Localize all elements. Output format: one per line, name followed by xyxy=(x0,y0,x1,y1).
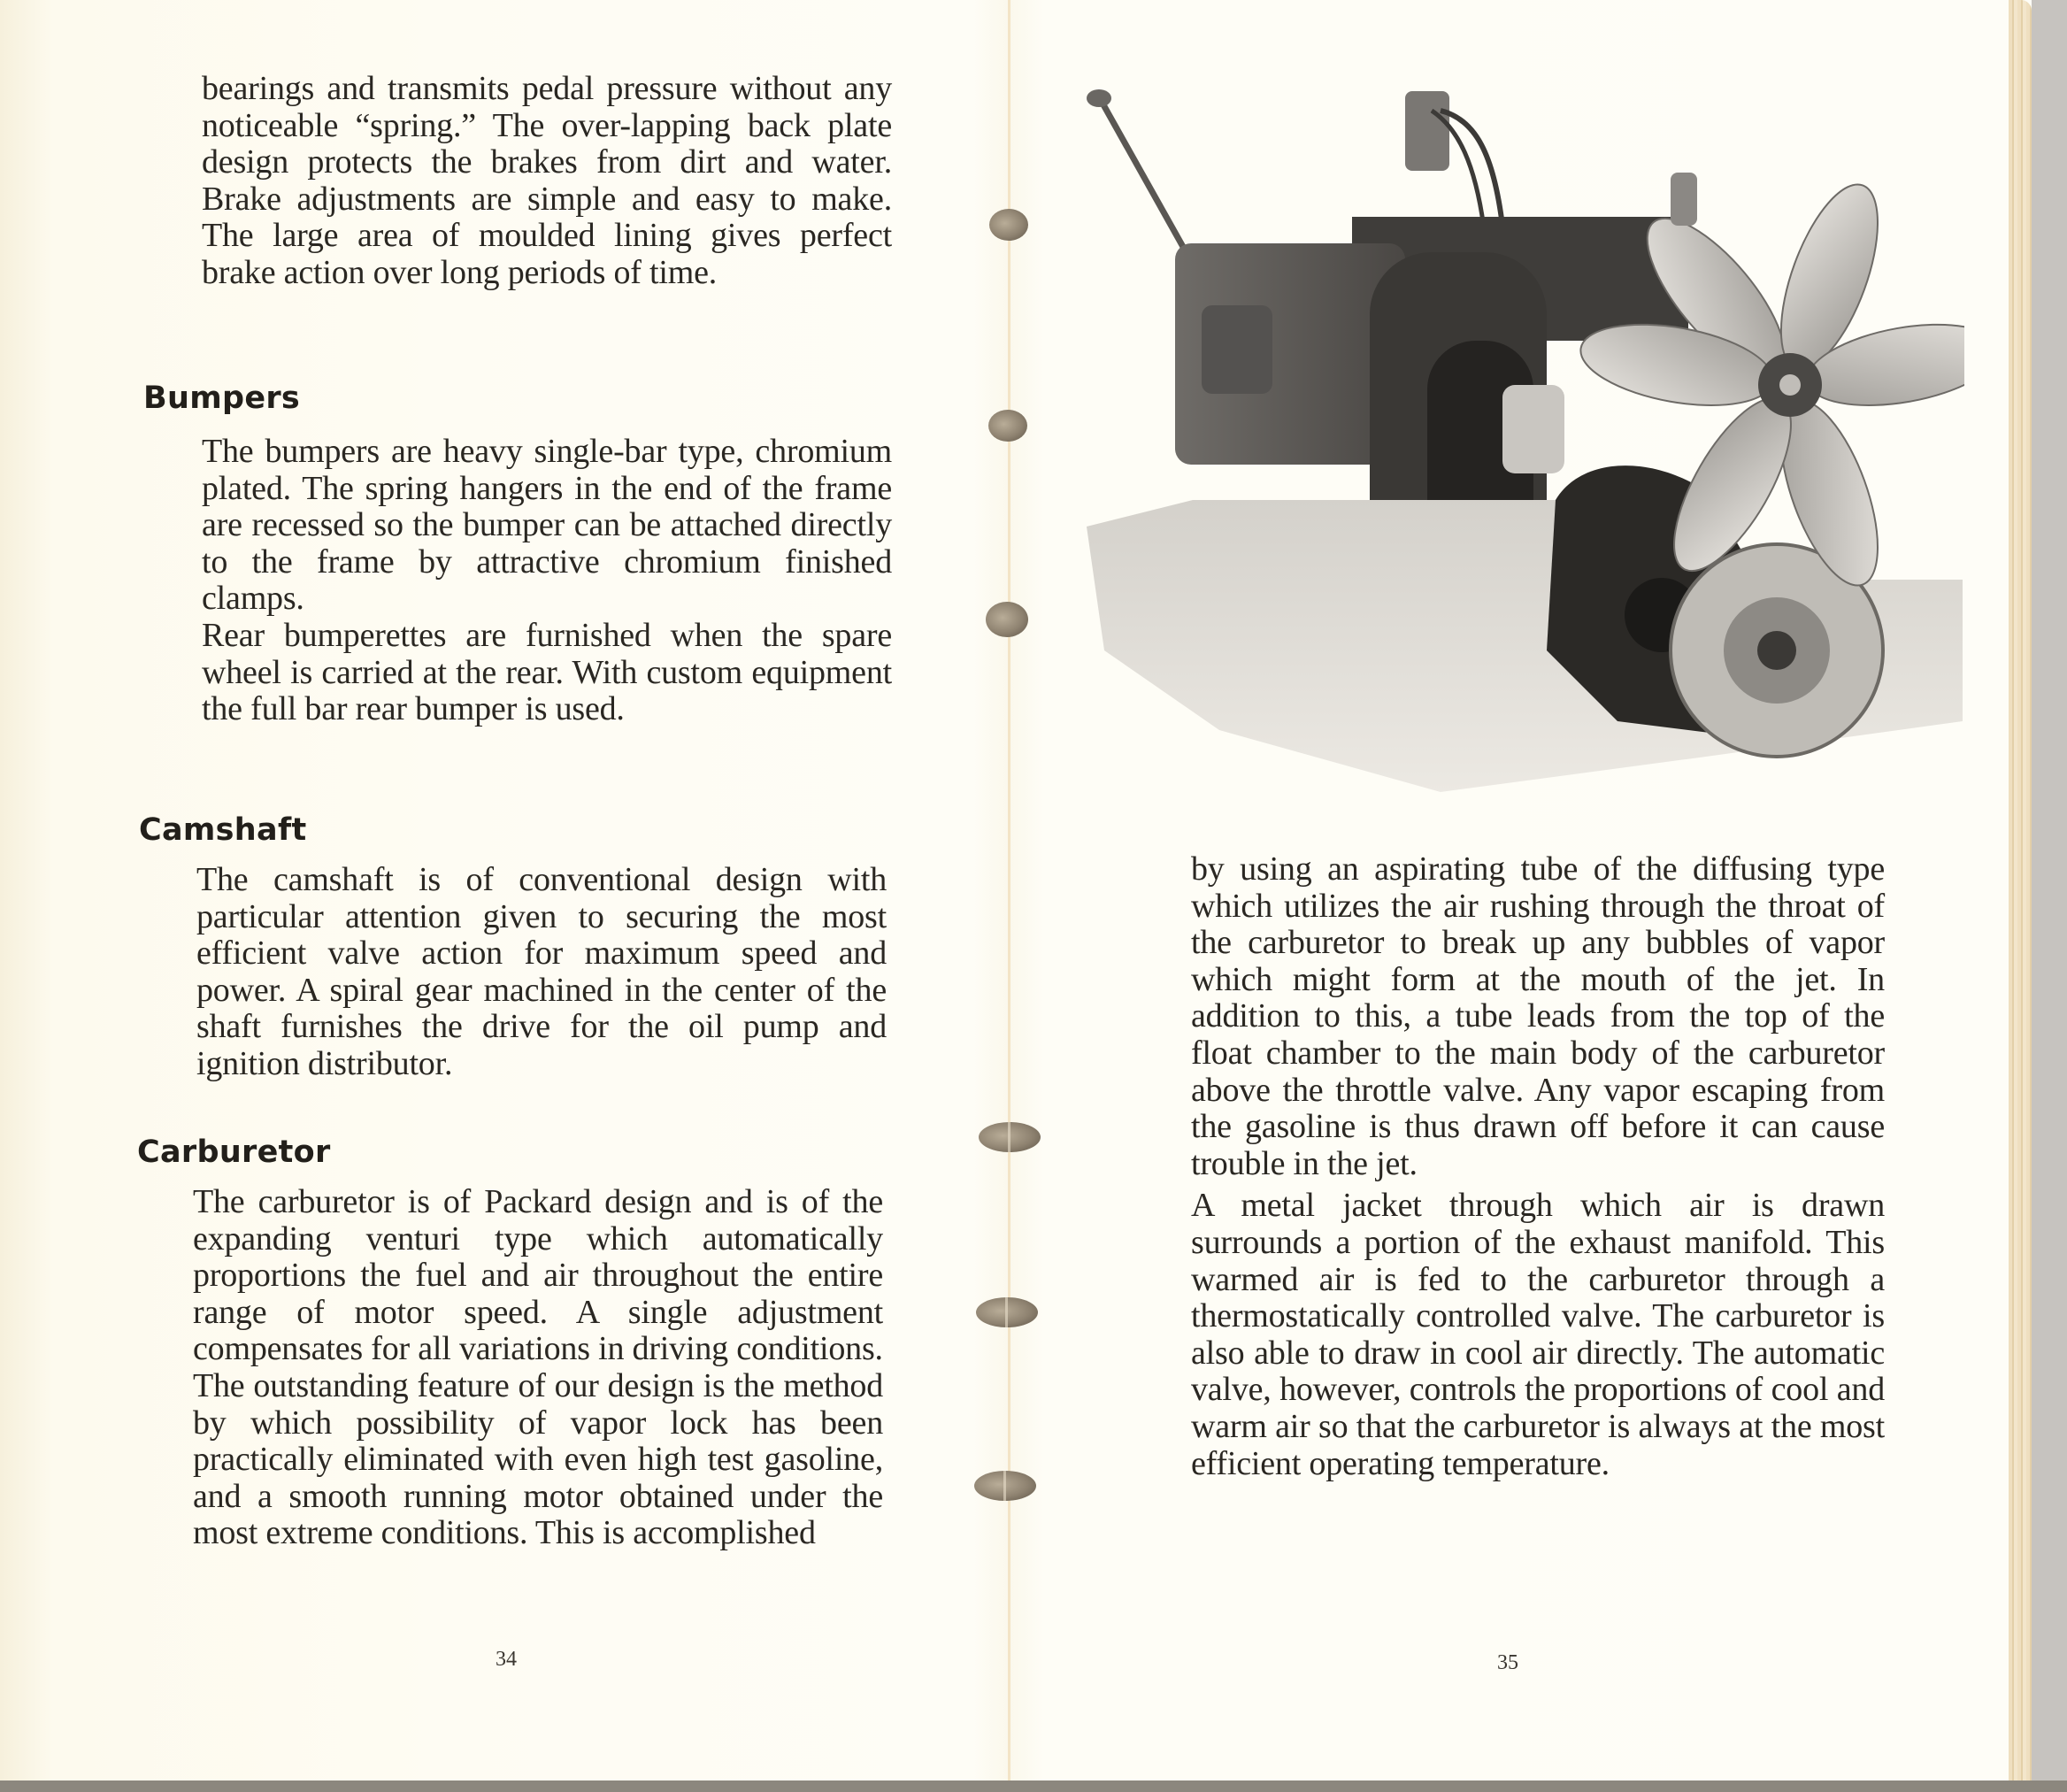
binding-hole-icon xyxy=(988,410,1027,442)
carburetor-paragraph: The carburetor is of Packard design and is of the expanding venturi type which automatically proportions the fuel and air throughout the entire range of motor speed. A single adjustment compensates for all variations in driving conditions. xyxy=(193,1183,883,1368)
section-heading-bumpers: Bumpers xyxy=(143,381,301,416)
bumpers-paragraph: Rear bumperettes are furnished when the spare wheel is carried at the rear. With custom equipment the full bar rear bumper is used. xyxy=(202,616,892,728)
camshaft-section xyxy=(196,862,887,1083)
binding-hole-icon xyxy=(976,1297,1038,1327)
intro-paragraph: bearings and transmits pedal pressure without any noticeable “spring.” The over-lapping back plate design protects the brakes from dirt and water. Brake adjustments are simple and easy to make. The large area of moulded lining gives perfect brake action over long periods of time. xyxy=(202,70,892,291)
binding-hole-icon xyxy=(974,1471,1036,1501)
air-jacket-paragraph: A metal jacket through which air is drawn surrounds a portion of the exhaust manifold. This warmed air is fed to the carburetor through a thermostatically controlled valve. The carburetor is also able to draw in cool air directly. The automatic valve, however, controls the proportions of cool and warm air so that the carburetor is always at the most efficient operating temperature. xyxy=(1191,1187,1885,1482)
bumpers-section xyxy=(202,434,892,728)
page-number-right: 35 xyxy=(1497,1651,1518,1674)
right-page xyxy=(1191,851,1885,1482)
binding-hole-icon xyxy=(986,602,1028,637)
binding-hole-icon xyxy=(989,209,1028,241)
book-bottom-edge xyxy=(0,1780,2067,1792)
page-block-edge xyxy=(2009,0,2032,1780)
engine-illustration-icon xyxy=(1087,84,1964,827)
left-page xyxy=(202,71,892,292)
bumpers-paragraph: The bumpers are heavy single-bar type, chromium plated. The spring hangers in the end of the frame are recessed so the bumper can be attached directly to the frame by attractive chromium finished clamps. xyxy=(202,433,892,618)
binding-gutter xyxy=(1008,0,1010,1780)
background-surface xyxy=(2032,0,2067,1792)
carburetor-continued-paragraph: by using an aspirating tube of the diffusing type which utilizes the air rushing through the throat of the carburetor to break up any bubbles of vapor which might form at the mouth of the jet. In addition to this, a tube leads from the top of the float chamber to the main body of the carburetor above the throttle valve. Any vapor escaping from the gasoline is thus drawn off before it can cause trouble in the jet. xyxy=(1191,850,1885,1182)
section-heading-carburetor: Carburetor xyxy=(137,1134,331,1170)
carburetor-paragraph: The outstanding feature of our design is the method by which possibility of vapor lock has been practically eliminated with even high test gasoline, and a smooth running motor obtained under the most extreme conditions. This is accomplished xyxy=(193,1366,883,1552)
page-number-left: 34 xyxy=(496,1648,517,1671)
section-heading-camshaft: Camshaft xyxy=(139,812,307,848)
binding-hole-icon xyxy=(979,1122,1041,1152)
engine-photograph xyxy=(1087,84,1964,827)
camshaft-paragraph: The camshaft is of conventional design with particular attention given to securing the most efficient valve action for maximum speed and power. A spiral gear machined in the center of the shaft furnishes the drive for the oil pump and ignition distributor. xyxy=(196,861,887,1082)
carburetor-section xyxy=(193,1184,883,1552)
